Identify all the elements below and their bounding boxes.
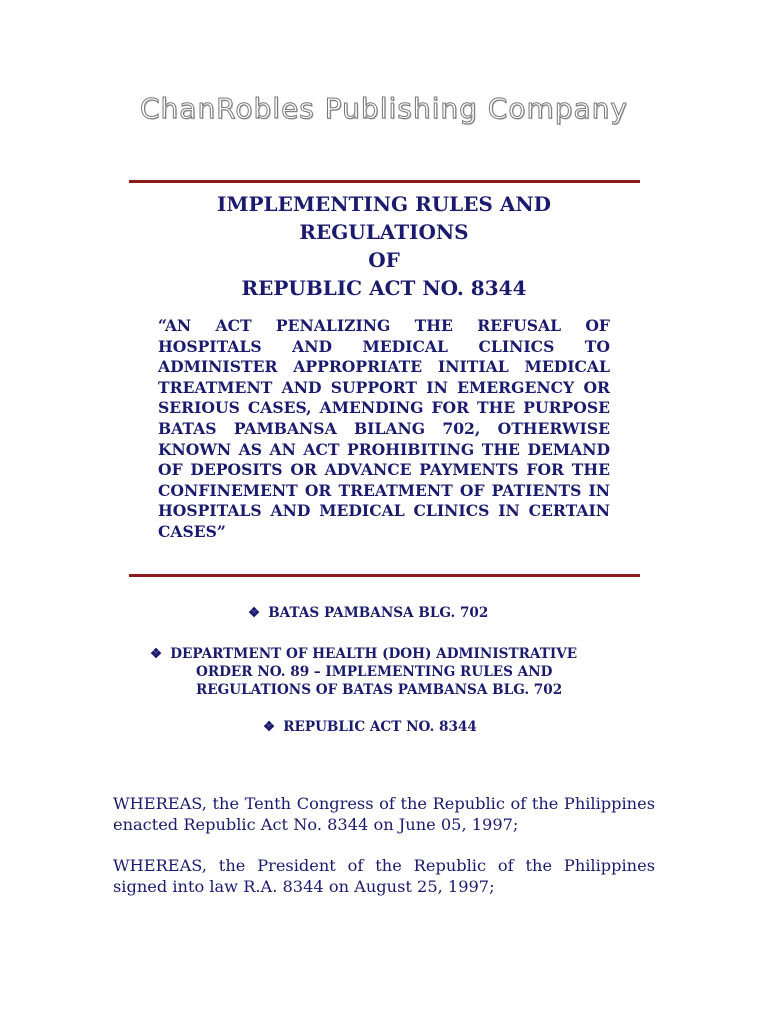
act-description-quote: “AN ACT PENALIZING THE REFUSAL OF HOSPITALS AND MEDICAL CLINICS TO ADMINISTER APPROPRIATE INITIAL MEDICAL TREATMENT AND SUPPORT IN EMERGENCY OR SERIOUS CASES, AMENDING FOR THE PURPOSE BATAS PAMBANSA BILANG 702, OTHERWISE KNOWN AS AN ACT PROHIBITING THE DEMAND OF DEPOSITS OR ADVANCE PAYMENTS FOR THE CONFINEMENT OR TREATMENT OF PATIENTS IN HOSPITALS AND MEDICAL CLINICS IN CERTAIN CASES” [158, 316, 610, 541]
reference-text-line-2: ORDER NO. 89 – IMPLEMENTING RULES AND [196, 664, 553, 680]
diamond-bullet-icon: ❖ [263, 719, 276, 735]
reference-item [150, 645, 577, 699]
reference-text-line-1: DEPARTMENT OF HEALTH (DOH) ADMINISTRATIVE [170, 646, 578, 662]
reference-text-line-3: REGULATIONS OF BATAS PAMBANSA BLG. 702 [196, 682, 563, 698]
title-line-3: OF [368, 248, 400, 272]
reference-item [248, 604, 488, 622]
diamond-bullet-icon: ❖ [150, 646, 163, 662]
diamond-bullet-icon: ❖ [248, 605, 261, 621]
whereas-paragraph: WHEREAS, the President of the Republic of the Philippines signed into law R.A. 8344 on August 25, 1997; [113, 856, 655, 897]
title-line-2: REGULATIONS [299, 220, 469, 244]
bottom-divider [129, 574, 640, 577]
reference-item [263, 718, 477, 736]
top-divider [129, 180, 640, 183]
reference-text: REPUBLIC ACT NO. 8344 [283, 719, 477, 735]
title-line-4: REPUBLIC ACT NO. 8344 [241, 276, 527, 300]
title-line-1: IMPLEMENTING RULES AND [217, 192, 551, 216]
reference-text: BATAS PAMBANSA BLG. 702 [268, 605, 489, 621]
document-title [0, 190, 768, 302]
whereas-paragraph: WHEREAS, the Tenth Congress of the Republic of the Philippines enacted Republic Act No. 8344 on June 05, 1997; [113, 794, 655, 835]
publisher-name: ChanRobles Publishing Company [139, 92, 628, 125]
